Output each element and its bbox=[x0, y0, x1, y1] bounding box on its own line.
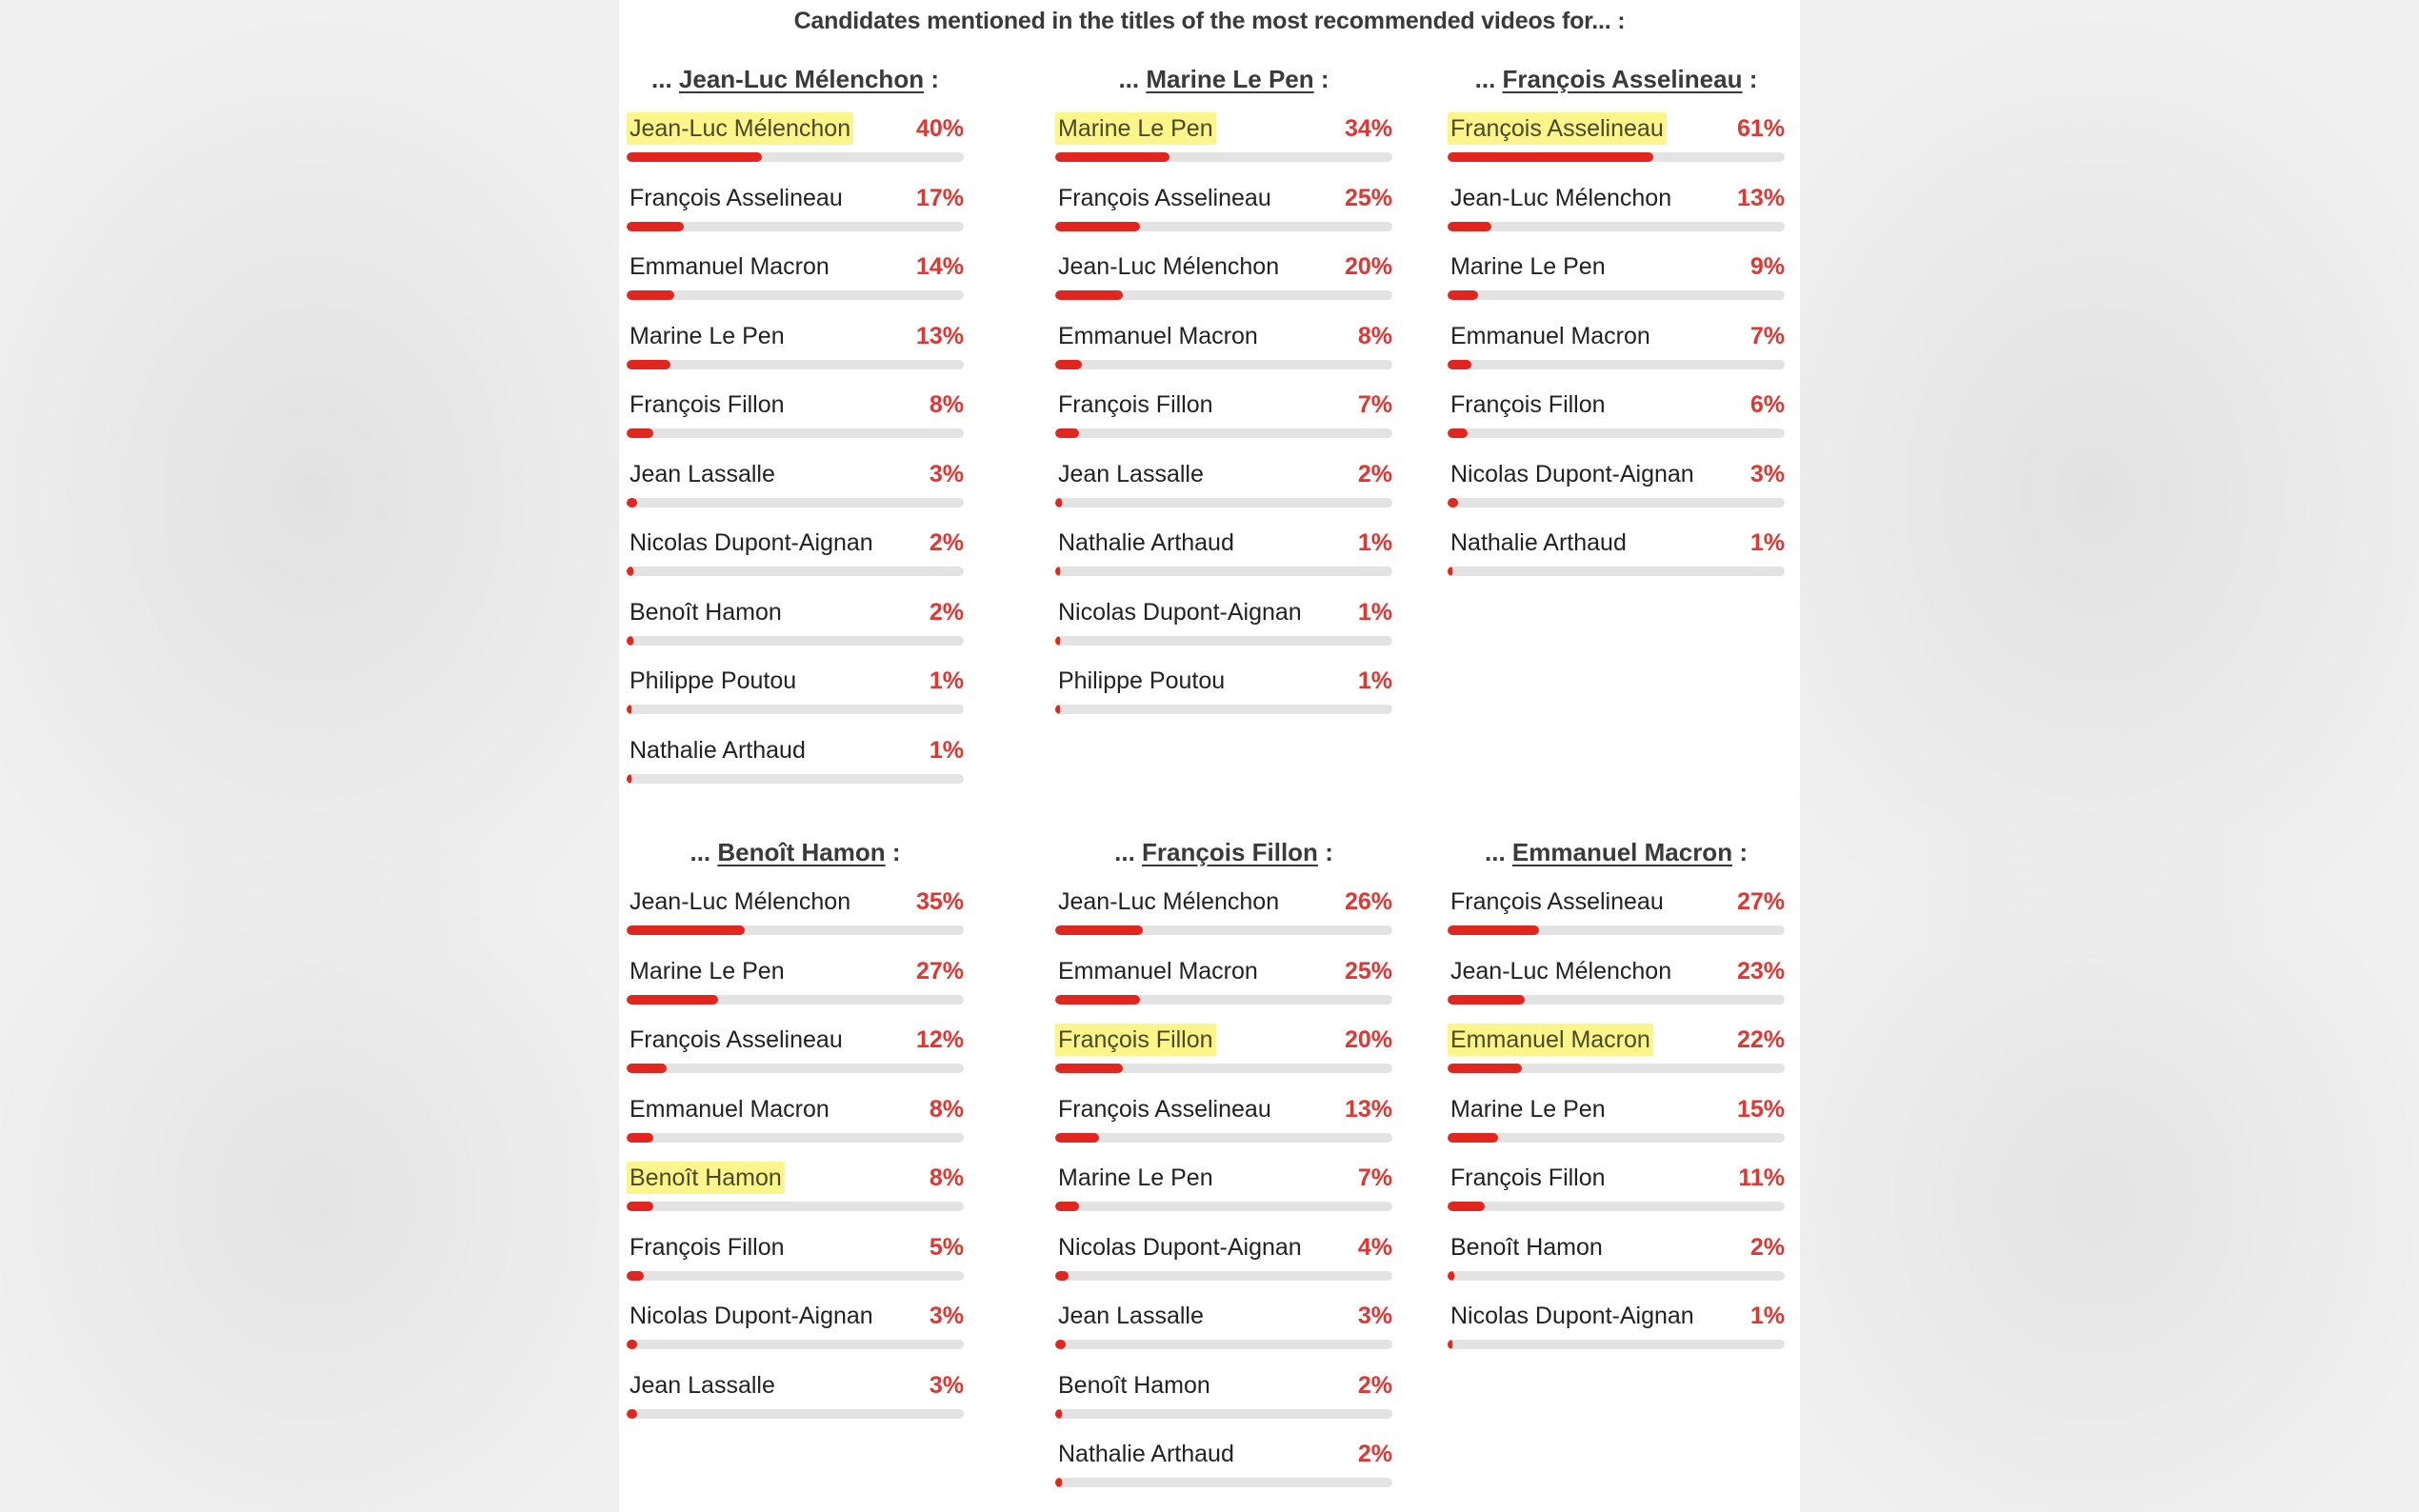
bar-row bbox=[1055, 318, 1392, 375]
candidate-name: Marine Le Pen bbox=[630, 322, 785, 349]
bar-row bbox=[627, 1229, 964, 1286]
bar-row bbox=[627, 953, 964, 1010]
percent-label: 25% bbox=[1344, 957, 1392, 985]
heading-prefix: ... bbox=[1118, 65, 1140, 93]
bar-fill bbox=[627, 360, 670, 369]
bar-row bbox=[1448, 953, 1785, 1010]
percent-label: 17% bbox=[915, 184, 964, 211]
bar-track bbox=[627, 498, 964, 507]
heading-suffix: : bbox=[930, 65, 939, 93]
candidate-name: François Fillon bbox=[630, 1233, 785, 1261]
candidate-name: Benoît Hamon bbox=[1058, 1371, 1210, 1399]
panel-heading bbox=[1448, 65, 1785, 94]
bar-track bbox=[627, 428, 964, 438]
percent-label: 20% bbox=[1344, 1026, 1392, 1053]
candidate-name: Jean-Luc Mélenchon bbox=[627, 112, 853, 145]
bar-track bbox=[627, 360, 964, 369]
candidate-name: François Fillon bbox=[1058, 391, 1213, 418]
bar-track bbox=[1055, 222, 1392, 231]
panel-heading bbox=[1055, 838, 1392, 867]
bar-row bbox=[1055, 884, 1392, 941]
bar-track bbox=[1055, 995, 1392, 1005]
percent-label: 1% bbox=[1749, 529, 1785, 556]
bar-row bbox=[627, 1022, 964, 1079]
candidate-name: Emmanuel Macron bbox=[1058, 322, 1258, 349]
percent-label: 2% bbox=[929, 529, 964, 556]
bar-track bbox=[627, 1409, 964, 1419]
chart-title: Candidates mentioned in the titles of the most recommended videos for... : bbox=[793, 8, 1626, 34]
bar-fill bbox=[1448, 498, 1458, 507]
bar-fill bbox=[627, 1202, 653, 1211]
bar-track bbox=[1448, 428, 1785, 438]
candidate-name: Marine Le Pen bbox=[1055, 112, 1216, 145]
bar-track bbox=[1055, 360, 1392, 369]
bar-track bbox=[1448, 1271, 1785, 1281]
candidate-name: Emmanuel Macron bbox=[630, 253, 830, 280]
panel-heading bbox=[627, 65, 964, 94]
percent-label: 25% bbox=[1344, 184, 1392, 211]
bar-fill bbox=[1055, 222, 1140, 231]
bar-fill bbox=[1448, 428, 1468, 438]
bar-row bbox=[1448, 1160, 1785, 1217]
bar-row bbox=[1448, 525, 1785, 582]
candidate-name: François Asselineau bbox=[630, 184, 843, 211]
percent-label: 8% bbox=[929, 391, 964, 418]
bar-fill bbox=[1448, 290, 1478, 300]
bar-row bbox=[627, 1160, 964, 1217]
heading-candidate: Marine Le Pen bbox=[1146, 65, 1314, 93]
bar-track bbox=[1448, 1340, 1785, 1349]
bar-row bbox=[1055, 525, 1392, 582]
bar-track bbox=[627, 152, 964, 162]
bar-fill bbox=[1055, 1271, 1069, 1281]
percent-label: 5% bbox=[929, 1233, 964, 1261]
bar-fill bbox=[1055, 1340, 1066, 1349]
candidate-name: Marine Le Pen bbox=[630, 957, 785, 985]
bar-row bbox=[1448, 1298, 1785, 1355]
percent-label: 11% bbox=[1738, 1164, 1785, 1191]
bar-fill bbox=[1055, 705, 1060, 714]
bar-row bbox=[1055, 456, 1392, 513]
percent-label: 3% bbox=[929, 1371, 964, 1399]
bar-fill bbox=[1055, 636, 1060, 646]
candidate-name: Jean-Luc Mélenchon bbox=[1450, 184, 1672, 211]
bar-row bbox=[627, 594, 964, 651]
bar-row bbox=[1055, 249, 1392, 306]
candidate-name: Nathalie Arthaud bbox=[630, 736, 806, 764]
percent-label: 2% bbox=[1357, 1371, 1392, 1399]
candidate-name: Emmanuel Macron bbox=[1450, 322, 1650, 349]
bar-track bbox=[627, 1202, 964, 1211]
bar-track bbox=[1448, 925, 1785, 935]
percent-label: 9% bbox=[1749, 253, 1785, 280]
candidate-name: Jean-Luc Mélenchon bbox=[630, 888, 851, 915]
candidate-name: François Fillon bbox=[630, 391, 785, 418]
bar-fill bbox=[1448, 222, 1491, 231]
candidate-name: Jean Lassalle bbox=[630, 1371, 775, 1399]
percent-label: 1% bbox=[929, 667, 964, 694]
bar-row bbox=[627, 1298, 964, 1355]
chart-panel bbox=[619, 0, 1800, 1512]
bar-fill bbox=[1448, 152, 1653, 162]
candidate-name: François Asselineau bbox=[1448, 112, 1667, 145]
bar-row bbox=[627, 318, 964, 375]
bar-fill bbox=[627, 152, 762, 162]
bar-fill bbox=[1055, 995, 1140, 1005]
bar-row bbox=[1055, 1298, 1392, 1355]
bar-fill bbox=[1448, 1064, 1522, 1073]
bar-track bbox=[1055, 636, 1392, 646]
panel-heading bbox=[1055, 65, 1392, 94]
candidate-name: François Fillon bbox=[1450, 391, 1606, 418]
percent-label: 3% bbox=[929, 1303, 964, 1329]
bar-track bbox=[1055, 1409, 1392, 1419]
bar-row bbox=[1448, 456, 1785, 513]
bar-fill bbox=[1055, 152, 1170, 162]
bar-fill bbox=[627, 1271, 644, 1281]
bar-row bbox=[627, 1091, 964, 1148]
bar-row bbox=[1055, 1022, 1392, 1079]
percent-label: 40% bbox=[915, 115, 964, 142]
bar-fill bbox=[1448, 360, 1471, 369]
candidate-name: Nicolas Dupont-Aignan bbox=[1058, 598, 1302, 626]
candidate-name: Nicolas Dupont-Aignan bbox=[630, 1303, 873, 1329]
percent-label: 23% bbox=[1736, 957, 1785, 985]
candidate-name: Benoît Hamon bbox=[627, 1162, 785, 1194]
bar-fill bbox=[627, 636, 633, 646]
bar-row bbox=[627, 732, 964, 789]
percent-label: 8% bbox=[1357, 322, 1392, 349]
bar-row bbox=[1055, 387, 1392, 444]
candidate-name: Jean Lassalle bbox=[1058, 1303, 1204, 1329]
candidate-name: Jean-Luc Mélenchon bbox=[1058, 253, 1280, 280]
candidate-name: Nicolas Dupont-Aignan bbox=[1450, 460, 1694, 487]
bar-fill bbox=[627, 1133, 653, 1143]
candidate-name: François Fillon bbox=[1450, 1164, 1606, 1191]
percent-label: 35% bbox=[915, 888, 964, 915]
bar-fill bbox=[1055, 925, 1143, 935]
heading-prefix: ... bbox=[1474, 65, 1496, 93]
heading-candidate: Emmanuel Macron bbox=[1511, 838, 1733, 866]
candidate-name: Benoît Hamon bbox=[1450, 1233, 1603, 1261]
bar-fill bbox=[627, 290, 674, 300]
heading-prefix: ... bbox=[1485, 838, 1506, 866]
bar-track bbox=[1055, 428, 1392, 438]
bar-track bbox=[627, 925, 964, 935]
bar-row bbox=[627, 110, 964, 168]
percent-label: 3% bbox=[1749, 460, 1785, 487]
bar-track bbox=[627, 774, 964, 784]
bar-row bbox=[1448, 1091, 1785, 1148]
bar-track bbox=[627, 1064, 964, 1073]
percent-label: 2% bbox=[1357, 1441, 1392, 1467]
candidate-name: François Fillon bbox=[1055, 1024, 1216, 1056]
candidate-name: Marine Le Pen bbox=[1450, 253, 1606, 280]
percent-label: 3% bbox=[929, 460, 964, 487]
heading-suffix: : bbox=[1325, 838, 1333, 866]
bar-row bbox=[627, 663, 964, 720]
percent-label: 15% bbox=[1736, 1095, 1785, 1123]
percent-label: 61% bbox=[1736, 115, 1785, 142]
bar-row bbox=[627, 884, 964, 941]
percent-label: 1% bbox=[1749, 1303, 1785, 1329]
bar-track bbox=[627, 222, 964, 231]
bar-track bbox=[627, 705, 964, 714]
percent-label: 6% bbox=[1749, 391, 1785, 418]
bar-row bbox=[1448, 318, 1785, 375]
percent-label: 2% bbox=[1357, 460, 1392, 487]
percent-label: 13% bbox=[915, 322, 964, 349]
bar-fill bbox=[1055, 567, 1060, 576]
bar-fill bbox=[1448, 1340, 1452, 1349]
bar-fill bbox=[627, 1340, 637, 1349]
bar-fill bbox=[1055, 1064, 1123, 1073]
bar-row bbox=[1055, 594, 1392, 651]
heading-suffix: : bbox=[1749, 65, 1758, 93]
bar-row bbox=[1448, 387, 1785, 444]
bar-track bbox=[1055, 498, 1392, 507]
bar-row bbox=[1055, 1091, 1392, 1148]
percent-label: 22% bbox=[1736, 1026, 1785, 1053]
percent-label: 7% bbox=[1357, 391, 1392, 418]
bar-track bbox=[1448, 152, 1785, 162]
bar-track bbox=[1055, 1340, 1392, 1349]
bar-fill bbox=[1448, 567, 1452, 576]
bar-row bbox=[1055, 1229, 1392, 1286]
percent-label: 2% bbox=[1749, 1233, 1785, 1261]
candidate-name: François Asselineau bbox=[630, 1026, 843, 1053]
bar-row bbox=[1448, 884, 1785, 941]
candidate-name: Nicolas Dupont-Aignan bbox=[1450, 1303, 1694, 1329]
bar-fill bbox=[1055, 1478, 1062, 1487]
bar-fill bbox=[1055, 1409, 1062, 1419]
bar-track bbox=[1055, 1064, 1392, 1073]
bar-track bbox=[1448, 498, 1785, 507]
bar-track bbox=[1448, 1064, 1785, 1073]
candidate-name: Nathalie Arthaud bbox=[1450, 529, 1627, 556]
heading-prefix: ... bbox=[1114, 838, 1135, 866]
candidate-name: Jean Lassalle bbox=[1058, 460, 1204, 487]
panel-heading bbox=[627, 838, 964, 867]
bar-row bbox=[1055, 953, 1392, 1010]
percent-label: 1% bbox=[1357, 667, 1392, 694]
bar-fill bbox=[627, 498, 637, 507]
candidate-name: Philippe Poutou bbox=[1058, 667, 1226, 694]
bar-track bbox=[1055, 1271, 1392, 1281]
bar-track bbox=[1055, 705, 1392, 714]
percent-label: 3% bbox=[1357, 1303, 1392, 1329]
bar-track bbox=[627, 1133, 964, 1143]
candidate-name: François Asselineau bbox=[1450, 888, 1664, 915]
bar-track bbox=[1448, 567, 1785, 576]
candidate-name: Nathalie Arthaud bbox=[1058, 1441, 1234, 1467]
candidate-name: Marine Le Pen bbox=[1058, 1164, 1213, 1191]
candidate-name: François Asselineau bbox=[1058, 1095, 1271, 1123]
heading-prefix: ... bbox=[651, 65, 672, 93]
bar-fill bbox=[1055, 290, 1123, 300]
bar-track bbox=[1448, 995, 1785, 1005]
percent-label: 1% bbox=[1357, 529, 1392, 556]
heading-candidate: Benoît Hamon bbox=[717, 838, 886, 866]
bar-track bbox=[1055, 1478, 1392, 1487]
bar-row bbox=[1055, 1367, 1392, 1424]
percent-label: 2% bbox=[929, 598, 964, 626]
bar-track bbox=[1055, 567, 1392, 576]
bar-row bbox=[1448, 1022, 1785, 1079]
bar-fill bbox=[1055, 428, 1079, 438]
panel-heading bbox=[1448, 838, 1785, 867]
bar-fill bbox=[627, 774, 631, 784]
candidate-name: Benoît Hamon bbox=[630, 598, 782, 626]
bar-row bbox=[1448, 110, 1785, 168]
candidate-name: Jean-Luc Mélenchon bbox=[1058, 888, 1280, 915]
bar-track bbox=[1448, 1133, 1785, 1143]
bar-row bbox=[1055, 663, 1392, 720]
percent-label: 13% bbox=[1344, 1095, 1392, 1123]
percent-label: 12% bbox=[915, 1026, 964, 1053]
bar-fill bbox=[627, 222, 684, 231]
bar-fill bbox=[627, 705, 631, 714]
heading-candidate: François Fillon bbox=[1142, 838, 1318, 866]
percent-label: 26% bbox=[1344, 888, 1392, 915]
bar-row bbox=[1055, 180, 1392, 237]
bar-fill bbox=[627, 925, 745, 935]
percent-label: 27% bbox=[1736, 888, 1785, 915]
percent-label: 4% bbox=[1357, 1233, 1392, 1261]
bar-row bbox=[627, 249, 964, 306]
bar-track bbox=[1448, 290, 1785, 300]
bar-fill bbox=[1448, 1133, 1498, 1143]
percent-label: 8% bbox=[929, 1164, 964, 1191]
candidate-name: Nicolas Dupont-Aignan bbox=[630, 529, 873, 556]
bar-track bbox=[627, 636, 964, 646]
heading-candidate: François Asselineau bbox=[1502, 65, 1743, 93]
bar-row bbox=[1448, 249, 1785, 306]
bar-fill bbox=[1055, 1202, 1079, 1211]
bar-fill bbox=[627, 567, 633, 576]
bar-fill bbox=[1448, 1271, 1454, 1281]
bar-track bbox=[1448, 1202, 1785, 1211]
bar-track bbox=[1055, 925, 1392, 935]
bar-fill bbox=[1448, 1202, 1485, 1211]
bar-fill bbox=[627, 1064, 667, 1073]
percent-label: 1% bbox=[1357, 598, 1392, 626]
bar-fill bbox=[1448, 995, 1525, 1005]
bar-track bbox=[1448, 360, 1785, 369]
heading-suffix: : bbox=[1739, 838, 1748, 866]
bar-fill bbox=[627, 428, 653, 438]
percent-label: 34% bbox=[1344, 115, 1392, 142]
candidate-name: Marine Le Pen bbox=[1450, 1095, 1606, 1123]
bar-row bbox=[627, 456, 964, 513]
bar-row bbox=[1448, 1229, 1785, 1286]
candidate-name: Jean Lassalle bbox=[630, 460, 775, 487]
bar-track bbox=[1448, 222, 1785, 231]
candidate-name: Emmanuel Macron bbox=[1448, 1024, 1653, 1056]
candidate-name: Emmanuel Macron bbox=[1058, 957, 1258, 985]
bar-row bbox=[1448, 180, 1785, 237]
bar-track bbox=[627, 1271, 964, 1281]
bar-track bbox=[1055, 1133, 1392, 1143]
percent-label: 8% bbox=[929, 1095, 964, 1123]
heading-candidate: Jean-Luc Mélenchon bbox=[678, 65, 925, 93]
bar-fill bbox=[1055, 360, 1082, 369]
bar-row bbox=[627, 1367, 964, 1424]
bar-fill bbox=[1055, 1133, 1099, 1143]
bar-track bbox=[627, 995, 964, 1005]
bar-track bbox=[627, 290, 964, 300]
percent-label: 7% bbox=[1749, 322, 1785, 349]
candidate-name: Nathalie Arthaud bbox=[1058, 529, 1234, 556]
bar-fill bbox=[627, 1409, 637, 1419]
bar-track bbox=[1055, 290, 1392, 300]
bar-fill bbox=[1448, 925, 1539, 935]
bar-row bbox=[627, 180, 964, 237]
bar-track bbox=[1055, 152, 1392, 162]
candidate-name: Nicolas Dupont-Aignan bbox=[1058, 1233, 1302, 1261]
percent-label: 13% bbox=[1736, 184, 1785, 211]
bar-row bbox=[1055, 1160, 1392, 1217]
candidate-name: Jean-Luc Mélenchon bbox=[1450, 957, 1672, 985]
bar-fill bbox=[1055, 498, 1062, 507]
bar-row bbox=[1055, 110, 1392, 168]
heading-suffix: : bbox=[1320, 65, 1329, 93]
candidate-name: Philippe Poutou bbox=[630, 667, 797, 694]
candidate-name: François Asselineau bbox=[1058, 184, 1271, 211]
bar-row bbox=[1055, 1436, 1392, 1493]
bar-fill bbox=[627, 995, 718, 1005]
heading-suffix: : bbox=[891, 838, 901, 866]
heading-prefix: ... bbox=[690, 838, 711, 866]
bar-track bbox=[627, 567, 964, 576]
percent-label: 20% bbox=[1344, 253, 1392, 280]
bar-track bbox=[1055, 1202, 1392, 1211]
bar-track bbox=[627, 1340, 964, 1349]
percent-label: 7% bbox=[1357, 1164, 1392, 1191]
bar-row bbox=[627, 387, 964, 444]
bar-row bbox=[627, 525, 964, 582]
percent-label: 27% bbox=[915, 957, 964, 985]
percent-label: 14% bbox=[915, 253, 964, 280]
percent-label: 1% bbox=[929, 736, 964, 764]
candidate-name: Emmanuel Macron bbox=[630, 1095, 830, 1123]
